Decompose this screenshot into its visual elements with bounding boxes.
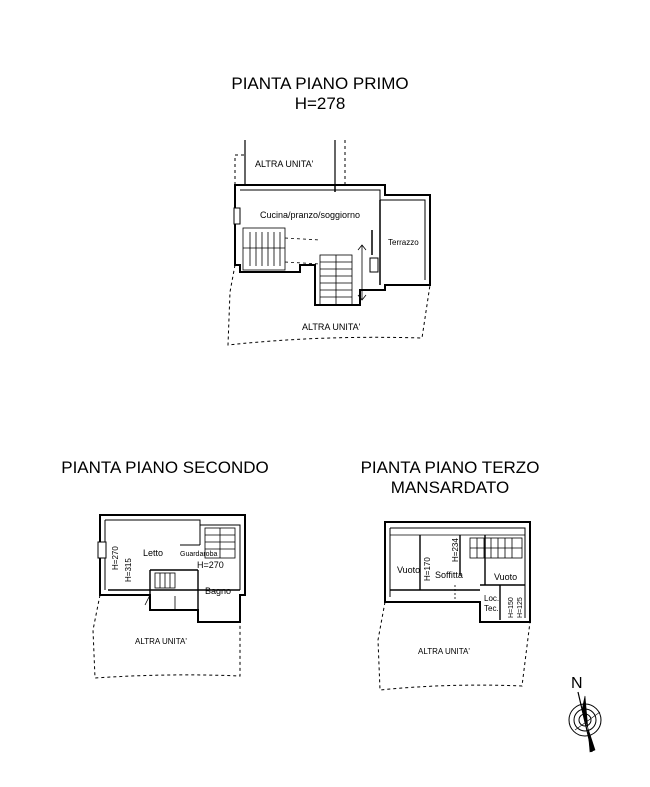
plan3-height-2: H=234 bbox=[451, 538, 460, 562]
plan3-room-tech-1: Loc. bbox=[484, 594, 500, 603]
plan3-stair bbox=[470, 538, 522, 558]
plan2-height-middle: H=315 bbox=[124, 558, 133, 582]
north-arrow-icon bbox=[569, 692, 601, 752]
plan1-title: PIANTA PIANO PRIMO bbox=[231, 74, 409, 93]
plan2-room-wardrobe: Guardaroba bbox=[180, 551, 218, 558]
plan3-room-tech-2: Tec. bbox=[484, 604, 499, 613]
plan1-height: H=278 bbox=[294, 94, 346, 113]
plan2-room-bathroom: Bagno bbox=[205, 586, 232, 596]
plan2-title: PIANTA PIANO SECONDO bbox=[61, 458, 269, 477]
plan1-stair-center bbox=[320, 255, 352, 305]
plan3-room-attic: Soffitta bbox=[435, 570, 463, 580]
plan3-room-void-right: Vuoto bbox=[494, 572, 518, 582]
plan3-height-3: H=150 bbox=[508, 597, 515, 618]
plan1-stair-left bbox=[243, 228, 320, 270]
compass-label: N bbox=[571, 675, 583, 692]
plan3-height-4: H=125 bbox=[517, 597, 524, 618]
plan2-height-right: H=270 bbox=[197, 560, 224, 570]
plan1-room-living: Cucina/pranzo/soggiorno bbox=[260, 210, 361, 220]
plan2-room-bedroom: Letto bbox=[143, 548, 164, 558]
plan2-floorplan bbox=[93, 515, 245, 678]
plan1-room-terrace: Terrazzo bbox=[388, 238, 419, 247]
plan3-title-line2: MANSARDATO bbox=[390, 478, 510, 497]
plan1-room-adjacent-bottom: ALTRA UNITA' bbox=[302, 322, 361, 332]
plan3-title-line1: PIANTA PIANO TERZO bbox=[360, 458, 540, 477]
plan1-room-adjacent-top: ALTRA UNITA' bbox=[255, 159, 314, 169]
plan3-room-void-left: Vuoto bbox=[397, 565, 421, 575]
plan3-height-1: H=170 bbox=[423, 557, 432, 581]
plan2-height-left: H=270 bbox=[111, 546, 120, 570]
plan2-room-adjacent-bottom: ALTRA UNITA' bbox=[135, 637, 187, 646]
plan3-room-adjacent-bottom: ALTRA UNITA' bbox=[418, 647, 470, 656]
